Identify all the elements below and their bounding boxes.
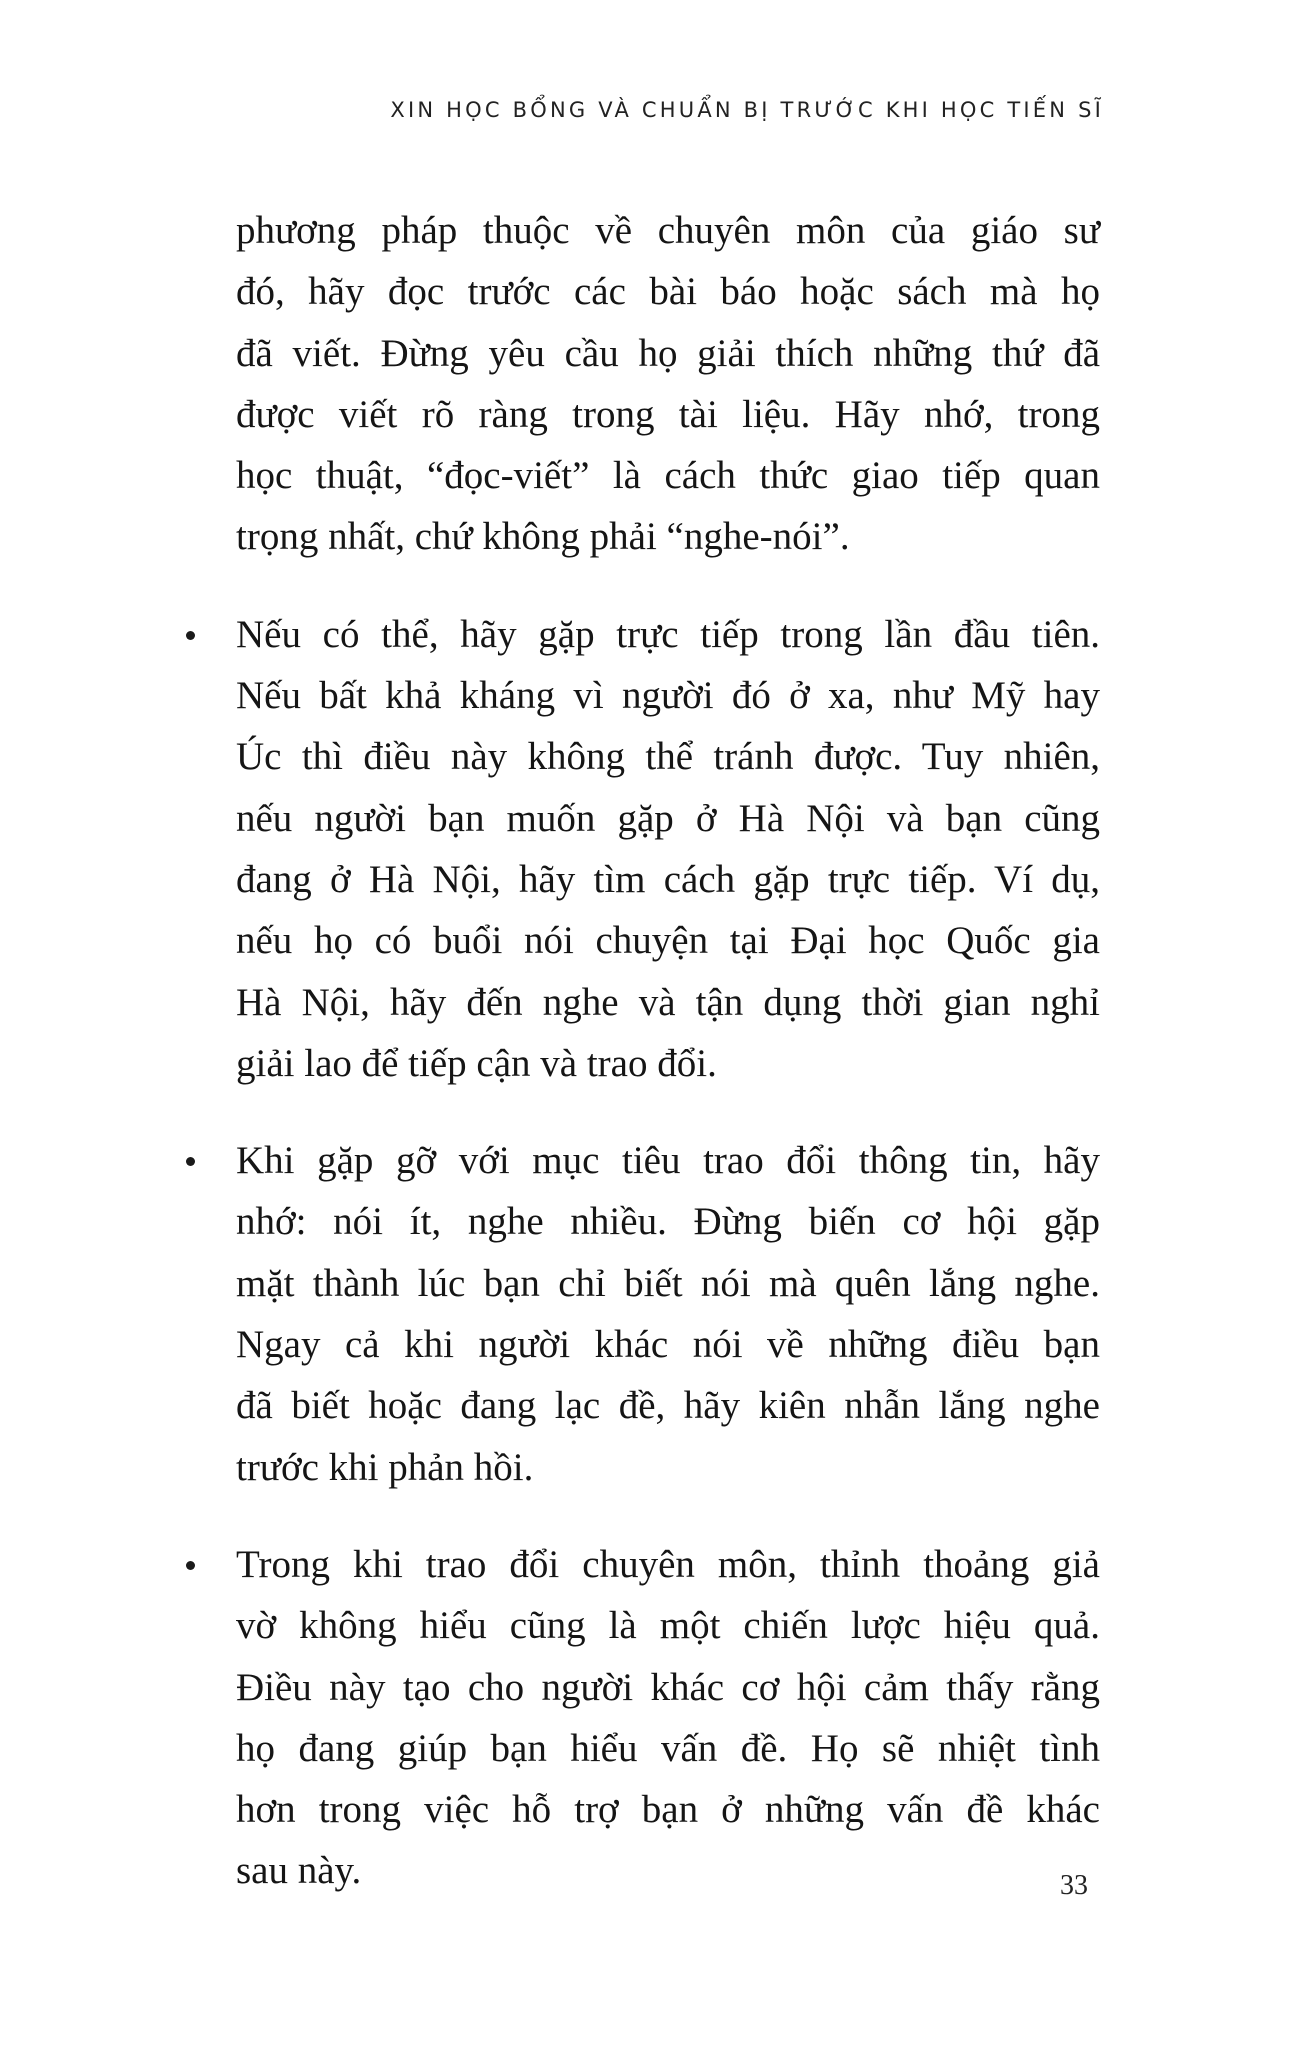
running-header: XIN HỌC BỔNG VÀ CHUẨN BỊ TRƯỚC KHI HỌC TIẾN SĨ (390, 98, 1104, 122)
text-line: phương pháp thuộc về chuyên môn của giáo sư (236, 209, 1100, 252)
text-line: Hà Nội, hãy đến nghe và tận dụng thời gian nghỉ (236, 980, 1100, 1024)
bullet-icon (186, 1561, 195, 1570)
text-line: vờ không hiểu cũng là một chiến lược hiệu quả. (236, 1604, 1100, 1648)
text-line: đã viết. Đừng yêu cầu họ giải thích những thứ đã (236, 331, 1100, 375)
text-line: đã biết hoặc đang lạc đề, hãy kiên nhẫn lắng nghe (236, 1384, 1100, 1428)
text-line: đang ở Hà Nội, hãy tìm cách gặp trực tiếp. Ví dụ, (236, 857, 1100, 901)
page-body (236, 200, 1100, 1938)
text-line: Nếu có thể, hãy gặp trực tiếp trong lần đầu tiên. (236, 612, 1100, 656)
text-line: Úc thì điều này không thể tránh được. Tuy nhiên, (236, 735, 1100, 779)
bullet-icon (186, 1157, 195, 1166)
text-line: mặt thành lúc bạn chỉ biết nói mà quên lắng nghe. (236, 1261, 1100, 1305)
text-line: nếu họ có buổi nói chuyện tại Đại học Quốc gia (236, 919, 1100, 963)
text-line: Ngay cả khi người khác nói về những điều bạn (236, 1323, 1100, 1367)
text-line: nếu người bạn muốn gặp ở Hà Nội và bạn cũng (236, 796, 1100, 840)
text-line: Điều này tạo cho người khác cơ hội cảm thấy rằng (236, 1665, 1100, 1709)
text-line: đó, hãy đọc trước các bài báo hoặc sách mà họ (236, 270, 1100, 314)
text-line: Khi gặp gỡ với mục tiêu trao đổi thông tin, hãy (236, 1139, 1100, 1183)
text-line: sau này. (236, 1849, 362, 1893)
text-line: giải lao để tiếp cận và trao đổi. (236, 1041, 717, 1085)
text-line: nhớ: nói ít, nghe nhiều. Đừng biến cơ hội gặp (236, 1200, 1100, 1244)
text-line: học thuật, “đọc-viết” là cách thức giao tiếp quan (236, 454, 1100, 498)
text-line: Nếu bất khả kháng vì người đó ở xa, như Mỹ hay (236, 674, 1100, 718)
bullet-item (236, 1534, 1100, 1902)
bullet-icon (186, 631, 195, 640)
page-number: 33 (1060, 1870, 1088, 1901)
text-line: Trong khi trao đổi chuyên môn, thỉnh thoảng giả (236, 1542, 1100, 1586)
bullet-item (236, 604, 1100, 1094)
text-line: họ đang giúp bạn hiểu vấn đề. Họ sẽ nhiệt tình (236, 1726, 1100, 1770)
text-line: hơn trong việc hỗ trợ bạn ở những vấn đề khác (236, 1788, 1100, 1832)
text-line: được viết rõ ràng trong tài liệu. Hãy nhớ, trong (236, 392, 1100, 436)
text-line: trước khi phản hồi. (236, 1445, 534, 1489)
text-line: trọng nhất, chứ không phải “nghe-nói”. (236, 515, 850, 559)
bullet-item (236, 1130, 1100, 1498)
paragraph (236, 200, 1100, 568)
